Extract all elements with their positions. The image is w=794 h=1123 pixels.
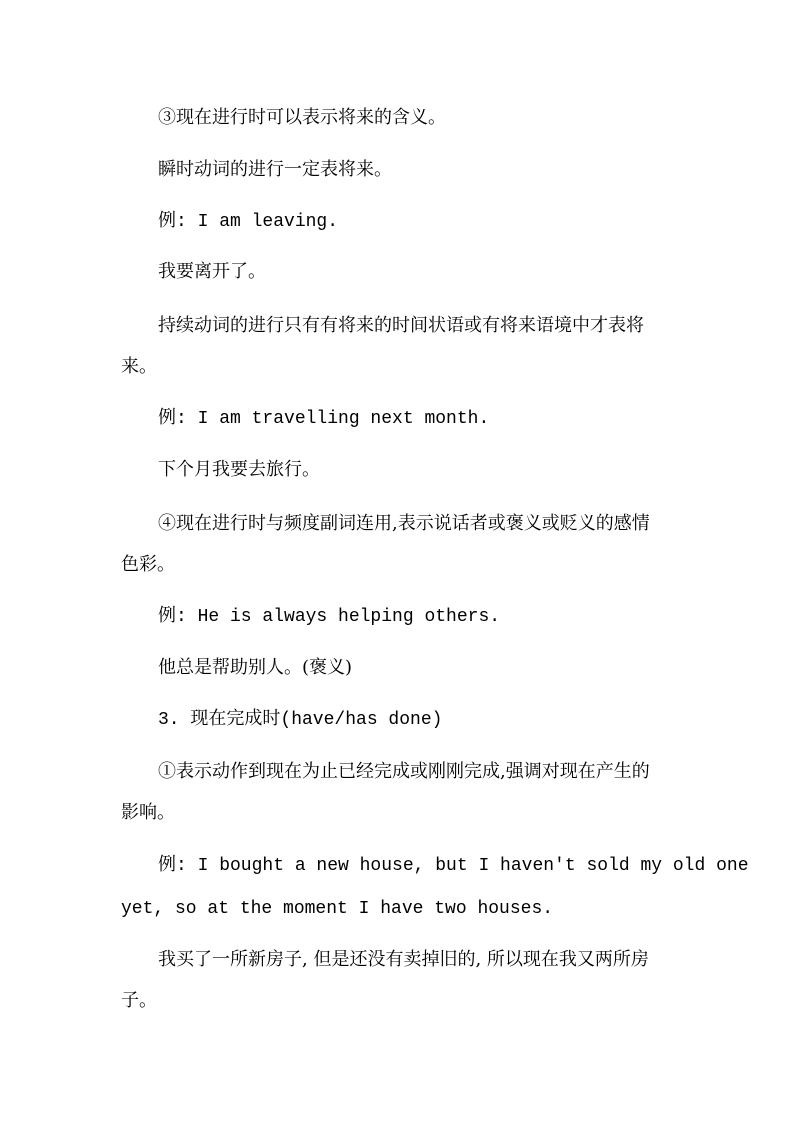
example-line: 例: He is always helping others. xyxy=(158,607,501,627)
paragraph-line: 下个月我要去旅行。 xyxy=(158,459,320,480)
paragraph-line: ①表示动作到现在为止已经完成或刚刚完成,强调对现在产生的 xyxy=(158,761,650,782)
paragraph-line: ④现在进行时与频度副词连用,表示说话者或褒义或贬义的感情 xyxy=(158,513,650,534)
paragraph-line: 瞬时动词的进行一定表将来。 xyxy=(158,159,392,180)
paragraph-line: 色彩。 xyxy=(121,554,175,575)
example-line: 例: I bought a new house, but I haven't sold my old one xyxy=(158,856,749,876)
paragraph-line: 我买了一所新房子, 但是还没有卖掉旧的, 所以现在我又两所房 xyxy=(158,949,649,970)
paragraph-line: 影响。 xyxy=(121,802,175,823)
section-heading: 3. 现在完成时(have/has done) xyxy=(158,710,443,730)
example-line: 例: I am travelling next month. xyxy=(158,409,490,429)
paragraph-line: 我要离开了。 xyxy=(158,261,266,282)
paragraph-line: 持续动词的进行只有有将来的时间状语或有将来语境中才表将 xyxy=(158,315,644,336)
paragraph-line: 来。 xyxy=(121,356,157,377)
paragraph-line: 他总是帮助别人。(褒义) xyxy=(158,657,353,678)
paragraph-line: ③现在进行时可以表示将来的含义。 xyxy=(158,107,446,128)
paragraph-line: 子。 xyxy=(121,990,157,1011)
example-line: yet, so at the moment I have two houses. xyxy=(121,899,554,919)
example-line: 例: I am leaving. xyxy=(158,212,339,232)
